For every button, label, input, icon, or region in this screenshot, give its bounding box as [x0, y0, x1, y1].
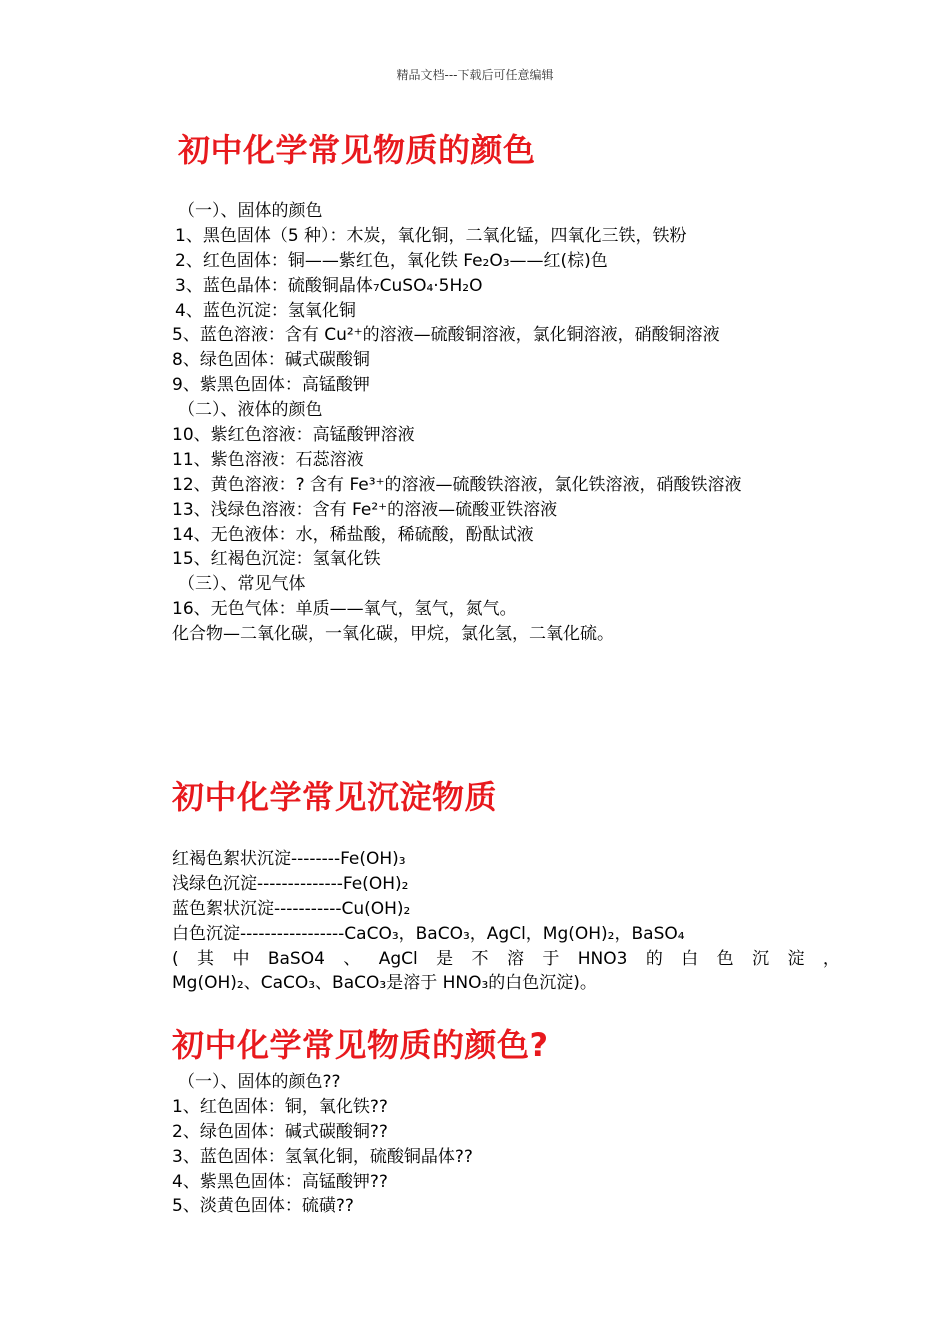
- line-s2-3: 白色沉淀-----------------CaCO₃，BaCO₃，AgCl，Mg(OH)₂，BaSO₄: [172, 923, 685, 944]
- line-s1-5: 5、蓝色溶液：含有 Cu²⁺的溶液—硫酸铜溶液，氯化铜溶液，硝酸铜溶液: [172, 325, 720, 346]
- line-s1-14: 15、红褐色沉淀：氢氧化铁: [172, 549, 381, 570]
- line-s1-9: 10、紫红色溶液：高锰酸钾溶液: [172, 425, 415, 446]
- line-s1-11: 12、黄色溶液：? 含有 Fe³⁺的溶液—硫酸铁溶液，氯化铁溶液，硝酸铁溶液: [172, 474, 742, 495]
- section-colors-2-body: [172, 1070, 473, 1219]
- line-s1-2: 2、红色固体：铜——紫红色，氧化铁 Fe₂O₃——红(棕)色: [175, 250, 608, 271]
- line-s3-3: 3、蓝色固体：氢氧化铜，硫酸铜晶体??: [172, 1146, 473, 1167]
- line-s1-12: 13、浅绿色溶液：含有 Fe²⁺的溶液—硫酸亚铁溶液: [172, 499, 558, 520]
- line-s1-1: 1、黑色固体（5 种）：木炭，氧化铜，二氧化锰，四氧化三铁，铁粉: [175, 225, 687, 246]
- page-header: 精品文档---下载后可任意编辑: [396, 68, 554, 82]
- line-s1-13: 14、无色液体：水，稀盐酸，稀硫酸，酚酞试液: [172, 524, 534, 545]
- line-s1-15: （三）、常见气体: [178, 574, 306, 595]
- line-s1-3: 3、蓝色晶体：硫酸铜晶体₇CuSO₄·5H₂O: [175, 275, 483, 296]
- line-s1-7: 9、紫黑色固体：高锰酸钾: [172, 375, 370, 396]
- line-s1-10: 11、紫色溶液：石蕊溶液: [172, 449, 364, 470]
- line-s2-0: 红褐色絮状沉淀--------Fe(OH)₃: [172, 849, 406, 869]
- line-s1-8: （二）、液体的颜色: [178, 400, 323, 421]
- line-s2-5: Mg(OH)₂、CaCO₃、BaCO₃是溶于 HNO₃的白色沉淀)。: [172, 973, 597, 994]
- line-s1-16: 16、无色气体：单质——氧气，氢气，氮气。: [172, 599, 517, 620]
- line-s3-4: 4、紫黑色固体：高锰酸钾??: [172, 1171, 388, 1192]
- line-s2-1: 浅绿色沉淀--------------Fe(OH)₂: [172, 873, 409, 894]
- line-s3-0: （一）、固体的颜色??: [178, 1072, 341, 1092]
- line-s1-4: 4、蓝色沉淀：氢氧化铜: [175, 300, 356, 321]
- line-s2-2: 蓝色絮状沉淀-----------Cu(OH)₂: [172, 898, 411, 919]
- section-title-colors-2: 初中化学常见物质的颜色?: [172, 1026, 549, 1064]
- section-precipitates-body: [172, 847, 840, 996]
- line-s2-4: ( 其 中 BaSO4 、 AgCl 是 不 溶 于 HNO3 的 白 色 沉 淀 ，: [172, 948, 840, 969]
- line-s3-5: 5、淡黄色固体：硫磺??: [172, 1196, 354, 1217]
- section-title-colors: 初中化学常见物质的颜色: [178, 131, 536, 169]
- section-title-precipitates: 初中化学常见沉淀物质: [172, 778, 498, 816]
- line-s1-6: 8、绿色固体：碱式碳酸铜: [172, 350, 370, 371]
- line-s1-0: （一）、固体的颜色: [178, 201, 323, 221]
- section-colors-body: [172, 199, 742, 647]
- line-s1-17: 化合物—二氧化碳，一氧化碳，甲烷，氯化氢，二氧化硫。: [172, 624, 614, 645]
- line-s3-1: 1、红色固体：铜，氧化铁??: [172, 1096, 388, 1117]
- line-s3-2: 2、绿色固体：碱式碳酸铜??: [172, 1121, 388, 1142]
